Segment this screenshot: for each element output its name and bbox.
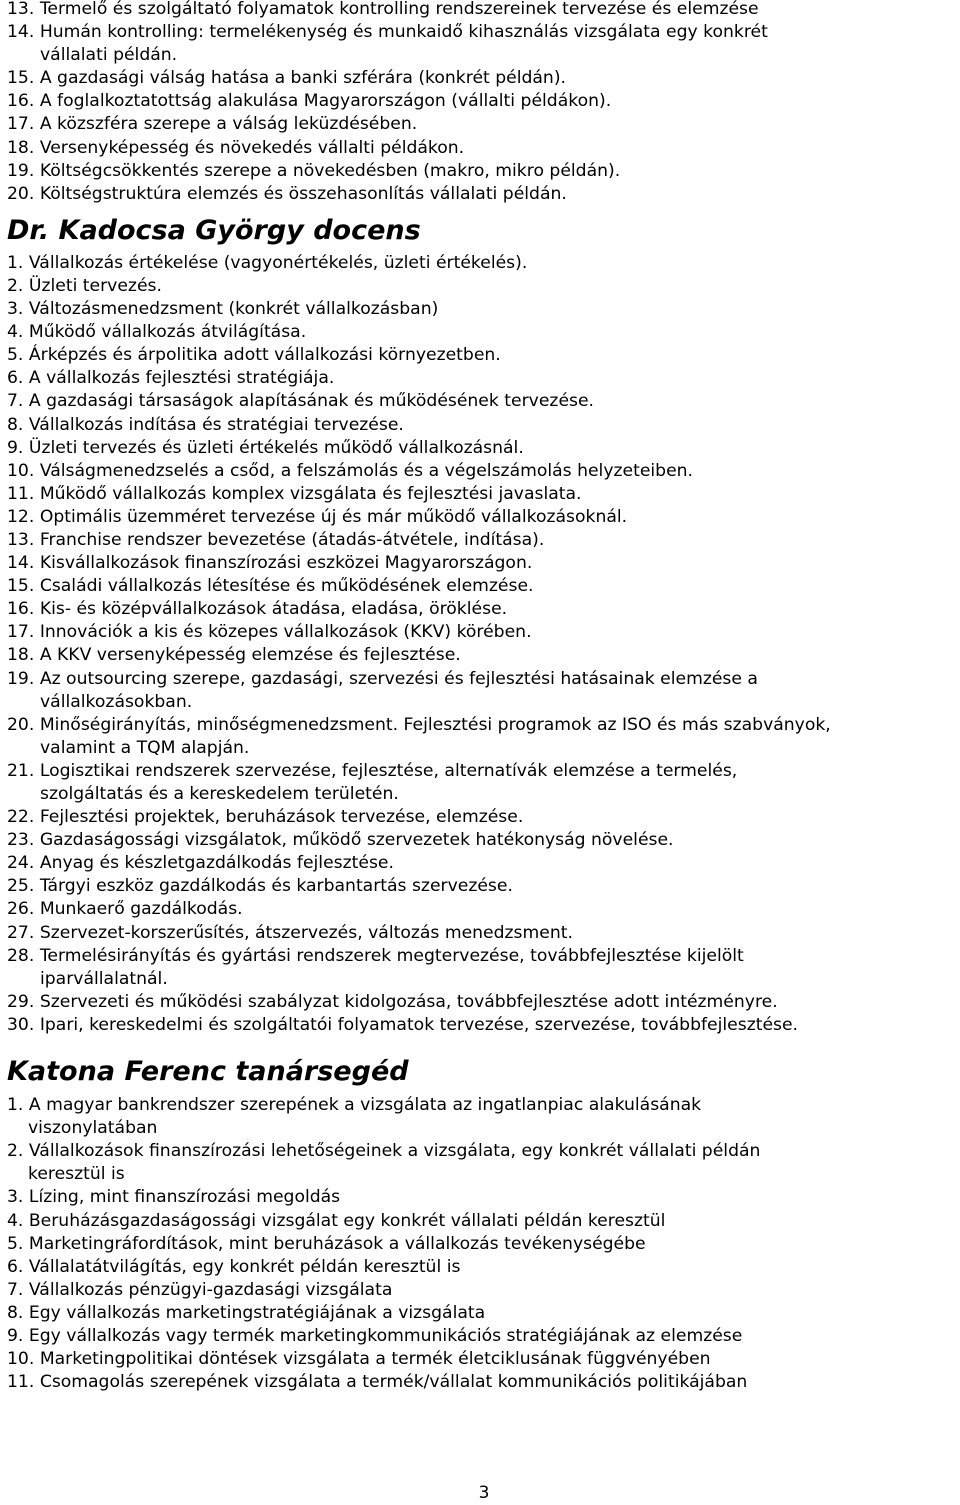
item-number: 1. (7, 252, 24, 273)
list-item (7, 644, 957, 667)
item-number: 10. (7, 460, 35, 481)
item-text: Egy vállalkozás vagy termék marketingkommunikációs stratégiájának az elemzése (28, 1325, 743, 1346)
list-item (7, 529, 957, 552)
item-number: 26. (7, 899, 35, 920)
item-number: 28. (7, 945, 35, 966)
item-text: Üzleti tervezés és üzleti értékelés működő vállalkozásnál. (28, 437, 524, 458)
item-number: 23. (7, 830, 35, 851)
item-text: Költségstruktúra elemzés és összehasonlítás vállalati példán. (39, 183, 567, 204)
list-item (7, 898, 957, 921)
list-item (7, 344, 957, 367)
list-item (7, 1140, 957, 1163)
list-item (7, 252, 957, 275)
item-text: Költségcsökkentés szerepe a növekedésben (makro, mikro példán). (39, 160, 621, 181)
item-number: 24. (7, 853, 35, 874)
item-text: Minőségirányítás, minőségmenedzsment. Fejlesztési programok az ISO és más szabványok, (39, 714, 831, 735)
item-number: 18. (7, 645, 35, 666)
item-text: Optimális üzemméret tervezése új és már működő vállalkozásoknál. (39, 506, 628, 527)
list-item (7, 137, 957, 160)
list-item (7, 1302, 957, 1325)
item-text-continuation: iparvállalatnál. (40, 968, 168, 989)
item-text: Franchise rendszer bevezetése (átadás-átvétele, indítása). (39, 529, 545, 550)
item-text: Innovációk a kis és közepes vállalkozások (KKV) körében. (39, 622, 532, 643)
item-number: 4. (7, 1210, 24, 1231)
item-number: 20. (7, 714, 35, 735)
item-text: Anyag és készletgazdálkodás fejlesztése. (39, 853, 394, 874)
item-text: A gazdasági válság hatása a banki szférára (konkrét példán). (39, 68, 566, 89)
item-text: Vállalkozások finanszírozási lehetőségeinek a vizsgálata, egy konkrét vállalati példán (28, 1141, 761, 1162)
list-item (7, 1014, 957, 1037)
item-text: Vállalatátvilágítás, egy konkrét példán keresztül is (28, 1256, 461, 1277)
item-number: 14. (7, 553, 35, 574)
item-number: 29. (7, 991, 35, 1012)
item-number: 16. (7, 599, 35, 620)
item-text: Vállalkozás indítása és stratégiai tervezése. (28, 414, 404, 435)
list-item (7, 67, 957, 90)
list-item (7, 160, 957, 183)
item-number: 25. (7, 876, 35, 897)
item-text-continuation: vállalkozásokban. (40, 691, 193, 712)
list-item (7, 760, 957, 783)
item-text: Családi vállalkozás létesítése és működésének elemzése. (39, 576, 534, 597)
item-text: Változásmenedzsment (konkrét vállalkozásban) (28, 299, 439, 320)
item-number: 5. (7, 1233, 24, 1254)
item-text: Üzleti tervezés. (28, 275, 162, 296)
item-number: 15. (7, 576, 35, 597)
item-text: Az outsourcing szerepe, gazdasági, szervezési és fejlesztési hatásainak elemzése a (39, 668, 758, 689)
item-number: 4. (7, 322, 24, 343)
item-text: Vállalkozás pénzügyi-gazdasági vizsgálata (28, 1279, 393, 1300)
item-text: Árképzés és árpolitika adott vállalkozási környezetben. (28, 345, 501, 366)
item-number: 12. (7, 506, 35, 527)
item-number: 15. (7, 68, 35, 89)
item-text: Egy vállalkozás marketingstratégiájának a vizsgálata (28, 1302, 486, 1323)
item-number: 6. (7, 368, 24, 389)
item-number: 14. (7, 22, 35, 43)
item-number: 27. (7, 922, 35, 943)
list-item (7, 90, 957, 113)
list-item (7, 621, 957, 644)
item-text: Tárgyi eszköz gazdálkodás és karbantartás szervezése. (39, 876, 513, 897)
item-number: 9. (7, 1325, 24, 1346)
item-text: A gazdasági társaságok alapításának és működésének tervezése. (28, 391, 595, 412)
item-number: 7. (7, 391, 24, 412)
item-number: 2. (7, 1141, 24, 1162)
item-text: A magyar bankrendszer szerepének a vizsgálata az ingatlanpiac alakulásának (28, 1095, 702, 1116)
item-number: 6. (7, 1256, 24, 1277)
list-item (7, 852, 957, 875)
item-text: Marketingpolitikai döntések vizsgálata a termék életciklusának függvényében (39, 1349, 711, 1370)
item-text: Gazdaságossági vizsgálatok, működő szervezetek hatékonyság növelése. (39, 830, 674, 851)
item-text: Szervezet-korszerűsítés, átszervezés, változás menedzsment. (39, 922, 573, 943)
item-text: Szervezeti és működési szabályzat kidolgozása, továbbfejlesztése adott intézményre. (39, 991, 778, 1012)
list-item (7, 945, 957, 968)
item-text-continuation: szolgáltatás és a kereskedelem területén. (40, 784, 399, 804)
list-item (7, 552, 957, 575)
list-item (7, 367, 957, 390)
item-text: Beruházásgazdaságossági vizsgálat egy konkrét vállalati példán keresztül (28, 1210, 666, 1231)
list-item (7, 483, 957, 506)
item-number: 8. (7, 1302, 24, 1323)
list-item (7, 991, 957, 1014)
item-text: Ipari, kereskedelmi és szolgáltatói folyamatok tervezése, szervezése, továbbfejlesztése. (39, 1014, 799, 1035)
item-text: Kisvállalkozások finanszírozási eszközei Magyarországon. (39, 553, 533, 574)
item-number: 1. (7, 1095, 24, 1116)
item-number: 3. (7, 1187, 24, 1208)
item-text: Lízing, mint finanszírozási megoldás (28, 1187, 341, 1208)
item-number: 11. (7, 1372, 35, 1393)
item-number: 10. (7, 1349, 35, 1370)
list-item (7, 714, 957, 737)
list-item (7, 0, 957, 21)
section-heading-kadocsa: Dr. Kadocsa György docens (7, 214, 421, 246)
item-text: Munkaerő gazdálkodás. (39, 899, 243, 920)
item-text: A vállalkozás fejlesztési stratégiája. (28, 368, 335, 389)
item-number: 9. (7, 437, 24, 458)
list-item (7, 437, 957, 460)
list-item (7, 1371, 957, 1394)
item-text: Válságmenedzselés a csőd, a felszámolás és a végelszámolás helyzeteiben. (39, 460, 694, 481)
list-item (7, 21, 957, 44)
list-item (7, 1279, 957, 1302)
item-number: 20. (7, 183, 35, 204)
list-item (7, 1094, 957, 1117)
item-text: A közszféra szerepe a válság leküzdésében. (39, 114, 418, 135)
item-number: 19. (7, 160, 35, 181)
list-item (7, 298, 957, 321)
list-item (7, 1210, 957, 1233)
list-item (7, 390, 957, 413)
document-page (7, 0, 957, 1394)
item-text: Termelő és szolgáltató folyamatok kontrolling rendszereinek tervezése és elemzése (39, 0, 759, 19)
item-number: 21. (7, 760, 35, 781)
item-number: 13. (7, 529, 35, 550)
item-text: Marketingráfordítások, mint beruházások a vállalkozás tevékenységébe (28, 1233, 646, 1254)
item-number: 18. (7, 137, 35, 158)
list-item (7, 922, 957, 945)
item-text: Logisztikai rendszerek szervezése, fejlesztése, alternatívák elemzése a termelés, (39, 760, 738, 781)
list-item (7, 506, 957, 529)
list-item (7, 414, 957, 437)
item-number: 3. (7, 299, 24, 320)
item-number: 11. (7, 483, 35, 504)
item-number: 22. (7, 807, 35, 828)
topic-list-kadocsa (7, 252, 957, 1037)
topic-list-katona (7, 1094, 957, 1394)
item-text: Működő vállalkozás átvilágítása. (28, 322, 307, 343)
item-number: 2. (7, 275, 24, 296)
list-item (7, 829, 957, 852)
item-text-continuation: valamint a TQM alapján. (40, 737, 250, 758)
item-number: 17. (7, 622, 35, 643)
list-item (7, 575, 957, 598)
list-item (7, 113, 957, 136)
item-text-continuation: keresztül is (28, 1164, 125, 1185)
item-text: Fejlesztési projektek, beruházások tervezése, elemzése. (39, 807, 524, 828)
item-text-continuation: vállalati példán. (40, 45, 178, 66)
list-item (7, 668, 957, 691)
item-text: Versenyképesség és növekedés vállalti példákon. (39, 137, 465, 158)
item-text: Termelésirányítás és gyártási rendszerek megtervezése, továbbfejlesztése kijelölt (39, 945, 744, 966)
list-item (7, 1256, 957, 1279)
list-item (7, 183, 957, 206)
item-text: Csomagolás szerepének vizsgálata a termék/vállalat kommunikációs politikájában (39, 1372, 748, 1393)
list-item (7, 875, 957, 898)
list-item (7, 598, 957, 621)
list-item (7, 460, 957, 483)
item-text: Kis- és középvállalkozások átadása, eladása, öröklése. (39, 599, 508, 620)
list-item (7, 275, 957, 298)
item-number: 17. (7, 114, 35, 135)
section-heading-katona: Katona Ferenc tanársegéd (7, 1056, 409, 1088)
item-text: A foglalkoztatottság alakulása Magyarországon (vállalti példákon). (39, 91, 612, 112)
item-text: A KKV versenyképesség elemzése és fejlesztése. (39, 645, 461, 666)
list-item (7, 1233, 957, 1256)
item-number: 30. (7, 1014, 35, 1035)
item-text-continuation: viszonylatában (28, 1118, 158, 1139)
list-item (7, 1325, 957, 1348)
item-text: Humán kontrolling: termelékenység és munkaidő kihasználás vizsgálata egy konkrét (39, 22, 768, 43)
list-item (7, 806, 957, 829)
list-item (7, 321, 957, 344)
topic-list-continued (7, 0, 957, 206)
item-number: 13. (7, 0, 35, 19)
item-number: 19. (7, 668, 35, 689)
item-text: Vállalkozás értékelése (vagyonértékelés, üzleti értékelés). (28, 252, 528, 273)
list-item (7, 1186, 957, 1209)
item-number: 5. (7, 345, 24, 366)
item-number: 16. (7, 91, 35, 112)
item-number: 8. (7, 414, 24, 435)
page-number: 3 (478, 1483, 490, 1503)
item-text: Működő vállalkozás komplex vizsgálata és fejlesztési javaslata. (39, 483, 582, 504)
list-item (7, 1348, 957, 1371)
item-number: 7. (7, 1279, 24, 1300)
